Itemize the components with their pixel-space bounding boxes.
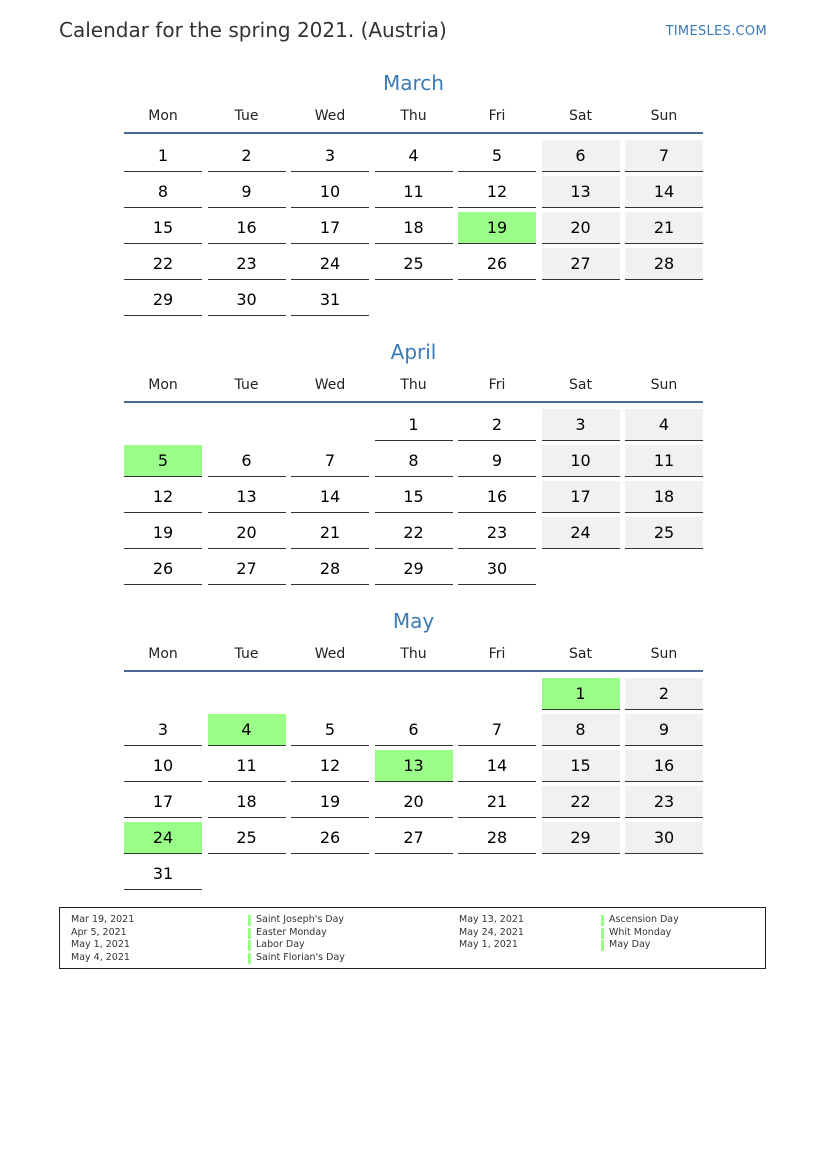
weekend-day-cell: 20 [542, 212, 620, 244]
weekend-day-cell: 13 [542, 176, 620, 208]
holiday-color-swatch [248, 940, 251, 951]
holiday-color-swatch [248, 915, 251, 926]
day-cell: 3 [124, 714, 202, 746]
legend-holiday-name: Saint Florian's Day [256, 952, 345, 964]
holiday-day-cell: 1 [542, 678, 620, 710]
day-cell: 12 [124, 481, 202, 513]
weekend-day-cell: 24 [542, 517, 620, 549]
empty-day-cell [124, 409, 202, 441]
day-cell: 31 [124, 858, 202, 890]
day-cell: 23 [458, 517, 536, 549]
day-cell: 29 [124, 284, 202, 316]
weekend-day-cell: 18 [625, 481, 703, 513]
day-cell: 10 [124, 750, 202, 782]
day-cell: 26 [124, 553, 202, 585]
legend-dates-left [71, 914, 134, 965]
holiday-legend [59, 907, 766, 969]
empty-day-cell [375, 678, 453, 710]
day-cell: 10 [291, 176, 369, 208]
weekday-label: Mon [148, 377, 178, 393]
empty-day-cell [124, 678, 202, 710]
weekend-day-cell: 25 [625, 517, 703, 549]
holiday-color-swatch [601, 940, 604, 951]
weekend-day-cell: 9 [625, 714, 703, 746]
weekday-label: Tue [234, 108, 259, 124]
legend-entry [248, 952, 345, 965]
legend-date: Mar 19, 2021 [71, 914, 135, 925]
month-title: April [390, 340, 437, 364]
day-cell: 21 [291, 517, 369, 549]
day-cell: 4 [375, 140, 453, 172]
empty-day-cell [291, 409, 369, 441]
weekday-label: Sat [569, 108, 592, 124]
day-cell: 2 [458, 409, 536, 441]
day-cell: 26 [458, 248, 536, 280]
day-cell: 16 [208, 212, 286, 244]
weekend-day-cell: 14 [625, 176, 703, 208]
legend-entry [248, 939, 345, 952]
legend-dates-right [459, 914, 524, 952]
weekday-label: Thu [400, 108, 427, 124]
weekday-label: Thu [400, 377, 427, 393]
day-cell: 15 [375, 481, 453, 513]
day-grid [124, 140, 703, 316]
weekday-label: Fri [488, 108, 506, 124]
day-cell: 28 [291, 553, 369, 585]
day-cell: 1 [375, 409, 453, 441]
day-grid [124, 678, 703, 890]
day-cell: 12 [291, 750, 369, 782]
month-title: March [383, 71, 444, 95]
month-title: May [392, 609, 435, 633]
weekday-label: Wed [314, 377, 346, 393]
empty-day-cell [458, 678, 536, 710]
day-grid [124, 409, 703, 585]
day-cell: 17 [291, 212, 369, 244]
weekend-day-cell: 29 [542, 822, 620, 854]
day-cell: 15 [124, 212, 202, 244]
day-cell: 28 [458, 822, 536, 854]
legend-date: May 4, 2021 [71, 952, 130, 964]
day-cell: 27 [375, 822, 453, 854]
weekend-day-cell: 2 [625, 678, 703, 710]
legend-entry [601, 914, 679, 927]
day-cell: 18 [375, 212, 453, 244]
day-cell: 17 [124, 786, 202, 818]
holiday-color-swatch [248, 928, 251, 939]
legend-names-right [601, 914, 679, 952]
day-cell: 9 [208, 176, 286, 208]
day-cell: 9 [458, 445, 536, 477]
weekday-header [124, 104, 703, 134]
day-cell: 22 [124, 248, 202, 280]
day-cell: 26 [291, 822, 369, 854]
day-cell: 22 [375, 517, 453, 549]
weekend-day-cell: 15 [542, 750, 620, 782]
weekday-header [124, 373, 703, 403]
day-cell: 7 [291, 445, 369, 477]
weekend-day-cell: 22 [542, 786, 620, 818]
holiday-color-swatch [248, 953, 251, 964]
weekday-label: Mon [148, 646, 178, 662]
legend-holiday-name: Easter Monday [256, 926, 327, 938]
day-cell: 29 [375, 553, 453, 585]
day-cell: 8 [375, 445, 453, 477]
day-cell: 25 [208, 822, 286, 854]
holiday-color-swatch [601, 928, 604, 939]
holiday-color-swatch [601, 915, 604, 926]
day-cell: 31 [291, 284, 369, 316]
weekday-header [124, 642, 703, 672]
holiday-day-cell: 13 [375, 750, 453, 782]
day-cell: 7 [458, 714, 536, 746]
weekday-label: Tue [234, 377, 259, 393]
day-cell: 19 [291, 786, 369, 818]
weekend-day-cell: 3 [542, 409, 620, 441]
day-cell: 11 [375, 176, 453, 208]
weekend-day-cell: 7 [625, 140, 703, 172]
weekday-label: Sat [569, 646, 592, 662]
weekend-day-cell: 16 [625, 750, 703, 782]
holiday-day-cell: 5 [124, 445, 202, 477]
weekday-label: Mon [148, 108, 178, 124]
legend-holiday-name: Whit Monday [609, 926, 672, 938]
day-cell: 25 [375, 248, 453, 280]
legend-names-left [248, 914, 345, 965]
day-cell: 16 [458, 481, 536, 513]
legend-holiday-name: Ascension Day [609, 914, 679, 925]
weekday-label: Wed [314, 108, 346, 124]
day-cell: 19 [124, 517, 202, 549]
day-cell: 27 [208, 553, 286, 585]
legend-entry [601, 927, 679, 940]
legend-holiday-name: Labor Day [256, 939, 305, 951]
legend-date: May 1, 2021 [71, 939, 130, 951]
day-cell: 23 [208, 248, 286, 280]
weekend-day-cell: 4 [625, 409, 703, 441]
legend-date: May 1, 2021 [459, 939, 518, 951]
weekend-day-cell: 8 [542, 714, 620, 746]
weekday-label: Wed [314, 646, 346, 662]
day-cell: 2 [208, 140, 286, 172]
day-cell: 8 [124, 176, 202, 208]
day-cell: 30 [458, 553, 536, 585]
legend-date: Apr 5, 2021 [71, 926, 127, 938]
brand-link[interactable]: TIMESLES.COM [665, 24, 767, 39]
month-march [124, 70, 703, 316]
weekend-day-cell: 28 [625, 248, 703, 280]
day-cell: 11 [208, 750, 286, 782]
day-cell: 13 [208, 481, 286, 513]
day-cell: 14 [291, 481, 369, 513]
day-cell: 12 [458, 176, 536, 208]
holiday-day-cell: 19 [458, 212, 536, 244]
empty-day-cell [291, 678, 369, 710]
legend-date: May 24, 2021 [459, 926, 524, 938]
weekday-label: Thu [400, 646, 427, 662]
empty-day-cell [208, 409, 286, 441]
weekday-label: Sun [650, 377, 678, 393]
page-title: Calendar for the spring 2021. (Austria) [59, 18, 447, 42]
weekend-day-cell: 30 [625, 822, 703, 854]
day-cell: 1 [124, 140, 202, 172]
weekday-label: Sun [650, 108, 678, 124]
day-cell: 20 [208, 517, 286, 549]
legend-entry [248, 927, 345, 940]
month-april [124, 339, 703, 585]
weekday-label: Fri [488, 377, 506, 393]
day-cell: 6 [375, 714, 453, 746]
day-cell: 3 [291, 140, 369, 172]
weekday-label: Sun [650, 646, 678, 662]
weekend-day-cell: 10 [542, 445, 620, 477]
day-cell: 18 [208, 786, 286, 818]
day-cell: 20 [375, 786, 453, 818]
weekend-day-cell: 17 [542, 481, 620, 513]
weekend-day-cell: 6 [542, 140, 620, 172]
day-cell: 24 [291, 248, 369, 280]
weekend-day-cell: 21 [625, 212, 703, 244]
weekend-day-cell: 11 [625, 445, 703, 477]
day-cell: 21 [458, 786, 536, 818]
weekend-day-cell: 23 [625, 786, 703, 818]
day-cell: 5 [291, 714, 369, 746]
weekday-label: Fri [488, 646, 506, 662]
legend-entry [601, 939, 679, 952]
weekday-label: Sat [569, 377, 592, 393]
legend-entry [248, 914, 345, 927]
day-cell: 30 [208, 284, 286, 316]
legend-holiday-name: May Day [609, 939, 651, 951]
day-cell: 6 [208, 445, 286, 477]
day-cell: 5 [458, 140, 536, 172]
empty-day-cell [208, 678, 286, 710]
holiday-day-cell: 24 [124, 822, 202, 854]
holiday-day-cell: 4 [208, 714, 286, 746]
legend-date: May 13, 2021 [459, 914, 524, 925]
legend-holiday-name: Saint Joseph's Day [256, 914, 345, 925]
day-cell: 14 [458, 750, 536, 782]
weekend-day-cell: 27 [542, 248, 620, 280]
month-may [124, 608, 703, 890]
weekday-label: Tue [234, 646, 259, 662]
